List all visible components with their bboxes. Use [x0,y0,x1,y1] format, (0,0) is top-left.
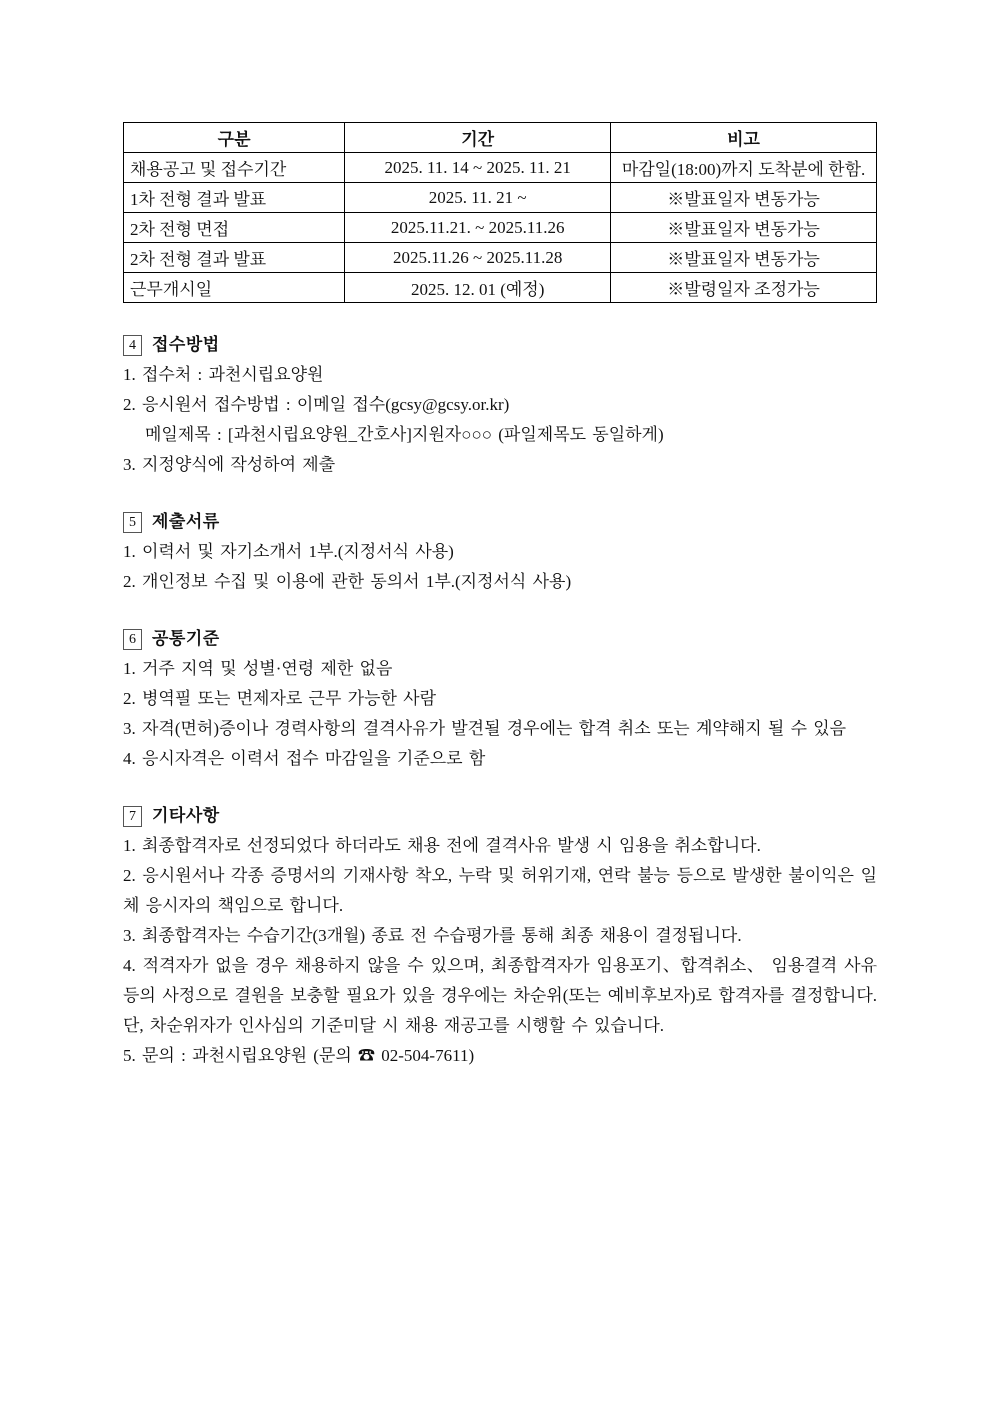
column-header-0: 구분 [124,123,345,153]
list-item: 1. 접수처 : 과천시립요양원 [123,365,324,384]
section-header [123,507,877,537]
section-title: 접수방법 [152,335,220,354]
section-header [123,801,877,831]
list-item: 2. 병역필 또는 면제자로 근무 가능한 사람 [123,689,437,708]
table-cell: 1차 전형 결과 발표 [124,183,345,213]
table-cell: 2차 전형 결과 발표 [124,243,345,273]
section-title: 기타사항 [152,806,220,825]
table-cell: 근무개시일 [124,273,345,303]
list-item: 4. 적격자가 없을 경우 채용하지 않을 수 있으며, 최종합격자가 임용포기、합격취소、 임용결격 사유 등의 사정으로 결원을 보충할 필요가 있을 경우에는 차순위(또는 예비후보자)로 합격자를 결정합니다. 단, 차순위자가 인사심의 기준미달 시 채용 재공고를 시행할 수 있습니다. [123,956,877,1035]
schedule-table-body [124,153,877,303]
table-cell: 2025. 11. 14 ~ 2025. 11. 21 [345,153,611,183]
list-item: 1. 이력서 및 자기소개서 1부.(지정서식 사용) [123,542,454,561]
table-cell: 2차 전형 면접 [124,213,345,243]
schedule-table-head [124,123,877,153]
column-header-1: 기간 [345,123,611,153]
table-cell: 2025. 11. 21 ~ [345,183,611,213]
table-cell: 채용공고 및 접수기간 [124,153,345,183]
section-6 [123,624,877,774]
section-title: 제출서류 [152,512,220,531]
list-item: 3. 최종합격자는 수습기간(3개월) 종료 전 수습평가를 통해 최종 채용이 결정됩니다. [123,926,742,945]
section-7 [123,801,877,1071]
table-cell: ※발령일자 조정가능 [611,273,877,303]
section-number-box: 5 [123,512,142,533]
list-item: 1. 거주 지역 및 성별·연령 제한 없음 [123,659,393,678]
section-number-box: 6 [123,629,142,650]
document-sections [123,330,877,1071]
table-cell: ※발표일자 변동가능 [611,213,877,243]
table-row [124,153,877,183]
table-header-row [124,123,877,153]
list-item: 3. 지정양식에 작성하여 제출 [123,455,336,474]
section-4 [123,330,877,480]
section-title: 공통기준 [152,629,220,648]
table-cell: 마감일(18:00)까지 도착분에 한함. [611,153,877,183]
list-item: 2. 응시원서 접수방법 : 이메일 접수(gcsy@gcsy.or.kr) [123,395,510,414]
section-header [123,330,877,360]
list-item: 3. 자격(면허)증이나 경력사항의 결격사유가 발견될 경우에는 합격 취소 또는 계약해지 될 수 있음 [123,719,847,738]
schedule-table [123,122,877,303]
section-number-box: 4 [123,335,142,356]
section-number-box: 7 [123,806,142,827]
column-header-2: 비고 [611,123,877,153]
list-item: 메일제목 : [과천시립요양원_간호사]지원자○○○ (파일제목도 동일하게) [145,425,664,444]
table-row [124,243,877,273]
table-cell: ※발표일자 변동가능 [611,243,877,273]
table-cell: 2025.11.21. ~ 2025.11.26 [345,213,611,243]
section-header [123,624,877,654]
list-item: 5. 문의 : 과천시립요양원 (문의 ☎ 02-504-7611) [123,1046,475,1065]
list-item: 2. 응시원서나 각종 증명서의 기재사항 착오, 누락 및 허위기재, 연락 불능 등으로 발생한 불이익은 일체 응시자의 책임으로 합니다. [123,866,877,915]
table-cell: ※발표일자 변동가능 [611,183,877,213]
list-item: 2. 개인정보 수집 및 이용에 관한 동의서 1부.(지정서식 사용) [123,572,572,591]
table-row [124,273,877,303]
section-5 [123,507,877,597]
table-cell: 2025. 12. 01 (예정) [345,273,611,303]
table-row [124,213,877,243]
table-cell: 2025.11.26 ~ 2025.11.28 [345,243,611,273]
list-item: 1. 최종합격자로 선정되었다 하더라도 채용 전에 결격사유 발생 시 임용을 취소합니다. [123,836,761,855]
list-item: 4. 응시자격은 이력서 접수 마감일을 기준으로 함 [123,749,486,768]
table-row [124,183,877,213]
